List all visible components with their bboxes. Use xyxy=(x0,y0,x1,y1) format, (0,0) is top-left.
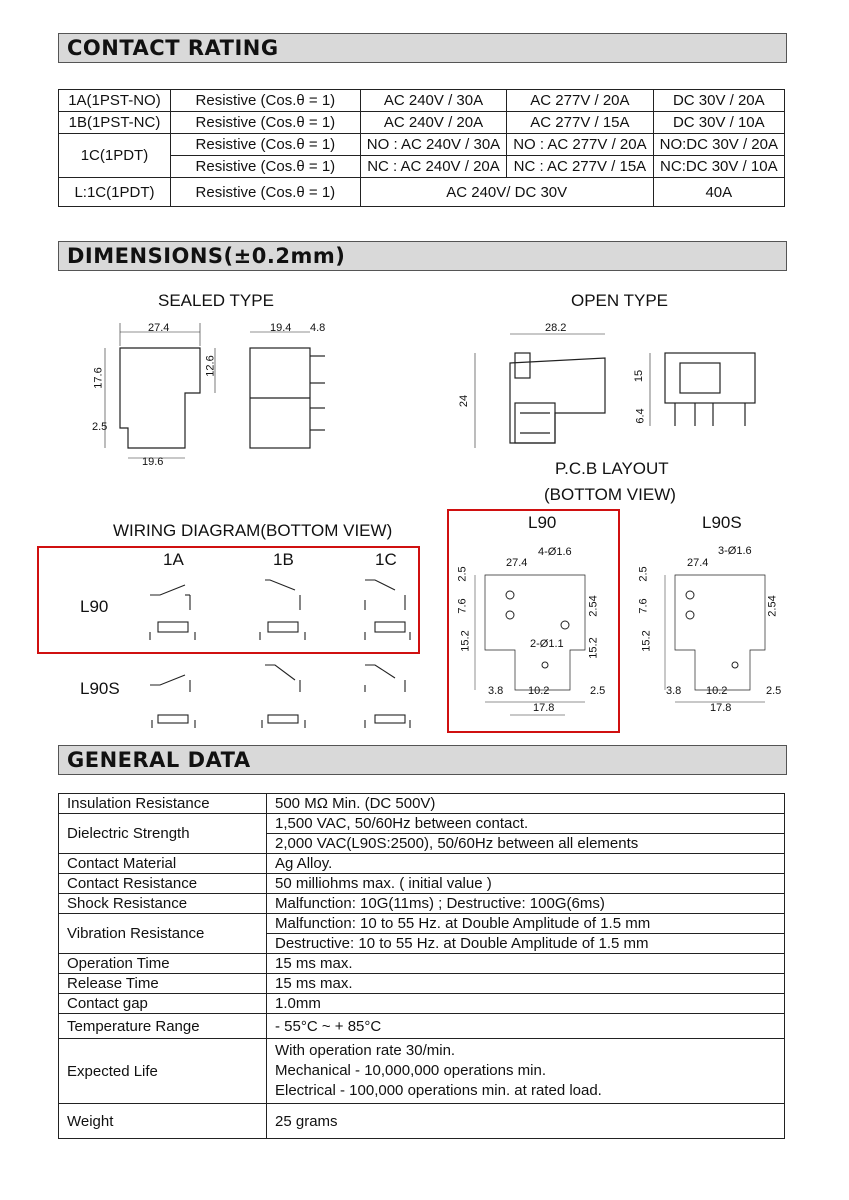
pcb-layout-title: P.C.B LAYOUT xyxy=(555,459,669,478)
table-cell: Resistive (Cos.θ = 1) xyxy=(170,134,360,156)
row-value-line: Mechanical - 10,000,000 operations min. xyxy=(275,1062,546,1079)
dim-label: 24 xyxy=(458,394,471,408)
section-header-general-data: GENERAL DATA xyxy=(58,745,787,775)
row-label: Weight xyxy=(59,1104,267,1139)
row-value: 1,500 VAC, 50/60Hz between contact. xyxy=(267,814,785,834)
table-cell: 1A(1PST-NO) xyxy=(59,90,171,112)
table-row xyxy=(59,854,785,874)
row-label: Insulation Resistance xyxy=(59,794,267,814)
pcb-l90s-label: L90S xyxy=(702,513,742,532)
table-cell: L:1C(1PDT) xyxy=(59,178,171,207)
row-label: Contact Resistance xyxy=(59,874,267,894)
table-cell: Resistive (Cos.θ = 1) xyxy=(170,178,360,207)
row-value: Ag Alloy. xyxy=(267,854,785,874)
row-value: 15 ms max. xyxy=(267,954,785,974)
dim-label: 2.5 xyxy=(456,566,469,582)
dim-label: 7.6 xyxy=(637,598,650,614)
dim-label: 17.8 xyxy=(533,702,555,714)
dim-label: 27.4 xyxy=(506,557,528,569)
dim-label: 3-Ø1.6 xyxy=(718,545,752,557)
dim-label: 28.2 xyxy=(545,322,567,334)
table-cell: NO : AC 277V / 20A xyxy=(507,134,653,156)
general-data-table xyxy=(58,793,785,1139)
table-cell: 40A xyxy=(653,178,784,207)
table-row xyxy=(59,874,785,894)
table-cell: AC 277V / 20A xyxy=(507,90,653,112)
table-cell: AC 240V / 20A xyxy=(360,112,506,134)
wiring-col-label: 1A xyxy=(163,550,184,569)
row-value: Malfunction: 10G(11ms) ; Destructive: 100G(6ms) xyxy=(267,894,785,914)
dim-label: 2.54 xyxy=(766,595,779,617)
open-type-drawing xyxy=(455,318,775,458)
dim-label: 6.4 xyxy=(634,408,647,424)
sealed-type-drawing xyxy=(80,318,340,473)
pcb-l90-label: L90 xyxy=(528,513,557,532)
table-row xyxy=(59,112,785,134)
table-cell: AC 240V / 30A xyxy=(360,90,506,112)
dim-label: 2-Ø1.1 xyxy=(530,638,564,650)
table-row xyxy=(59,954,785,974)
row-value: Destructive: 10 to 55 Hz. at Double Amplitude of 1.5 mm xyxy=(267,934,785,954)
row-label: Operation Time xyxy=(59,954,267,974)
table-cell: NC : AC 277V / 15A xyxy=(507,156,653,178)
table-row xyxy=(59,1104,785,1139)
dim-label: 27.4 xyxy=(687,557,709,569)
sealed-type-label: SEALED TYPE xyxy=(158,291,274,310)
dim-label: 15 xyxy=(633,369,646,383)
row-value: - 55°C ~ + 85°C xyxy=(267,1014,785,1039)
dim-label: 2.54 xyxy=(587,595,600,617)
table-row xyxy=(59,134,785,156)
dim-label: 7.6 xyxy=(456,598,469,614)
table-row xyxy=(59,794,785,814)
table-row xyxy=(59,814,785,834)
table-row xyxy=(59,90,785,112)
wiring-col-label: 1C xyxy=(375,550,397,569)
table-row xyxy=(59,178,785,207)
row-value xyxy=(267,1039,785,1104)
table-cell: DC 30V / 10A xyxy=(653,112,784,134)
row-value: 50 milliohms max. ( initial value ) xyxy=(267,874,785,894)
row-value-line: Electrical - 100,000 operations min. at rated load. xyxy=(275,1082,602,1099)
table-cell: DC 30V / 20A xyxy=(653,90,784,112)
row-label: Contact gap xyxy=(59,994,267,1014)
row-label: Release Time xyxy=(59,974,267,994)
table-row xyxy=(59,1039,785,1104)
row-value: 15 ms max. xyxy=(267,974,785,994)
section-header-dimensions: DIMENSIONS(±0.2mm) xyxy=(58,241,787,271)
row-value: 500 MΩ Min. (DC 500V) xyxy=(267,794,785,814)
dim-label: 2.5 xyxy=(590,685,606,697)
table-cell: NO : AC 240V / 30A xyxy=(360,134,506,156)
table-cell: Resistive (Cos.θ = 1) xyxy=(170,112,360,134)
dim-label: 2.5 xyxy=(637,566,650,582)
dim-label: 2.5 xyxy=(92,421,108,433)
row-value: 2,000 VAC(L90S:2500), 50/60Hz between all elements xyxy=(267,834,785,854)
row-label: Dielectric Strength xyxy=(59,814,267,854)
wiring-row-label: L90 xyxy=(80,597,109,616)
table-row xyxy=(59,1014,785,1039)
dim-label: 17.6 xyxy=(92,367,105,389)
table-cell: NC:DC 30V / 10A xyxy=(653,156,784,178)
dim-label: 27.4 xyxy=(148,322,170,334)
table-cell: Resistive (Cos.θ = 1) xyxy=(170,156,360,178)
row-value: 25 grams xyxy=(267,1104,785,1139)
table-cell: 1B(1PST-NC) xyxy=(59,112,171,134)
table-row xyxy=(59,974,785,994)
dim-label: 10.2 xyxy=(528,685,550,697)
row-label: Shock Resistance xyxy=(59,894,267,914)
row-label: Contact Material xyxy=(59,854,267,874)
pcb-layout-subtitle: (BOTTOM VIEW) xyxy=(544,485,676,504)
dim-label: 4-Ø1.6 xyxy=(538,546,572,558)
row-value: Malfunction: 10 to 55 Hz. at Double Amplitude of 1.5 mm xyxy=(267,914,785,934)
wiring-diagram-title: WIRING DIAGRAM(BOTTOM VIEW) xyxy=(113,521,393,540)
table-cell: Resistive (Cos.θ = 1) xyxy=(170,90,360,112)
dim-label: 17.8 xyxy=(710,702,732,714)
dim-label: 15.2 xyxy=(459,630,472,652)
row-value-line: With operation rate 30/min. xyxy=(275,1042,456,1059)
table-cell: AC 240V/ DC 30V xyxy=(360,178,653,207)
table-cell: NC : AC 240V / 20A xyxy=(360,156,506,178)
open-type-label: OPEN TYPE xyxy=(571,291,668,310)
row-label: Expected Life xyxy=(59,1039,267,1104)
wiring-row-label: L90S xyxy=(80,679,120,698)
table-cell: AC 277V / 15A xyxy=(507,112,653,134)
contact-rating-table xyxy=(58,89,785,207)
dim-label: 15.2 xyxy=(587,637,600,659)
table-cell: NO:DC 30V / 20A xyxy=(653,134,784,156)
dim-label: 12.6 xyxy=(204,355,217,377)
dim-label: 2.5 xyxy=(766,685,782,697)
pcb-layout-drawing xyxy=(455,540,785,730)
table-row xyxy=(59,894,785,914)
table-row xyxy=(59,914,785,934)
dim-label: 4.8 xyxy=(310,322,326,334)
section-header-contact-rating: CONTACT RATING xyxy=(58,33,787,63)
dim-label: 15.2 xyxy=(640,630,653,652)
wiring-diagram-drawing xyxy=(140,570,420,730)
wiring-col-label: 1B xyxy=(273,550,294,569)
dim-label: 10.2 xyxy=(706,685,728,697)
row-label: Temperature Range xyxy=(59,1014,267,1039)
row-label: Vibration Resistance xyxy=(59,914,267,954)
dim-label: 19.4 xyxy=(270,322,292,334)
dim-label: 3.8 xyxy=(666,685,682,697)
dim-label: 3.8 xyxy=(488,685,504,697)
table-row xyxy=(59,994,785,1014)
row-value: 1.0mm xyxy=(267,994,785,1014)
table-cell: 1C(1PDT) xyxy=(59,134,171,178)
dim-label: 19.6 xyxy=(142,456,164,468)
